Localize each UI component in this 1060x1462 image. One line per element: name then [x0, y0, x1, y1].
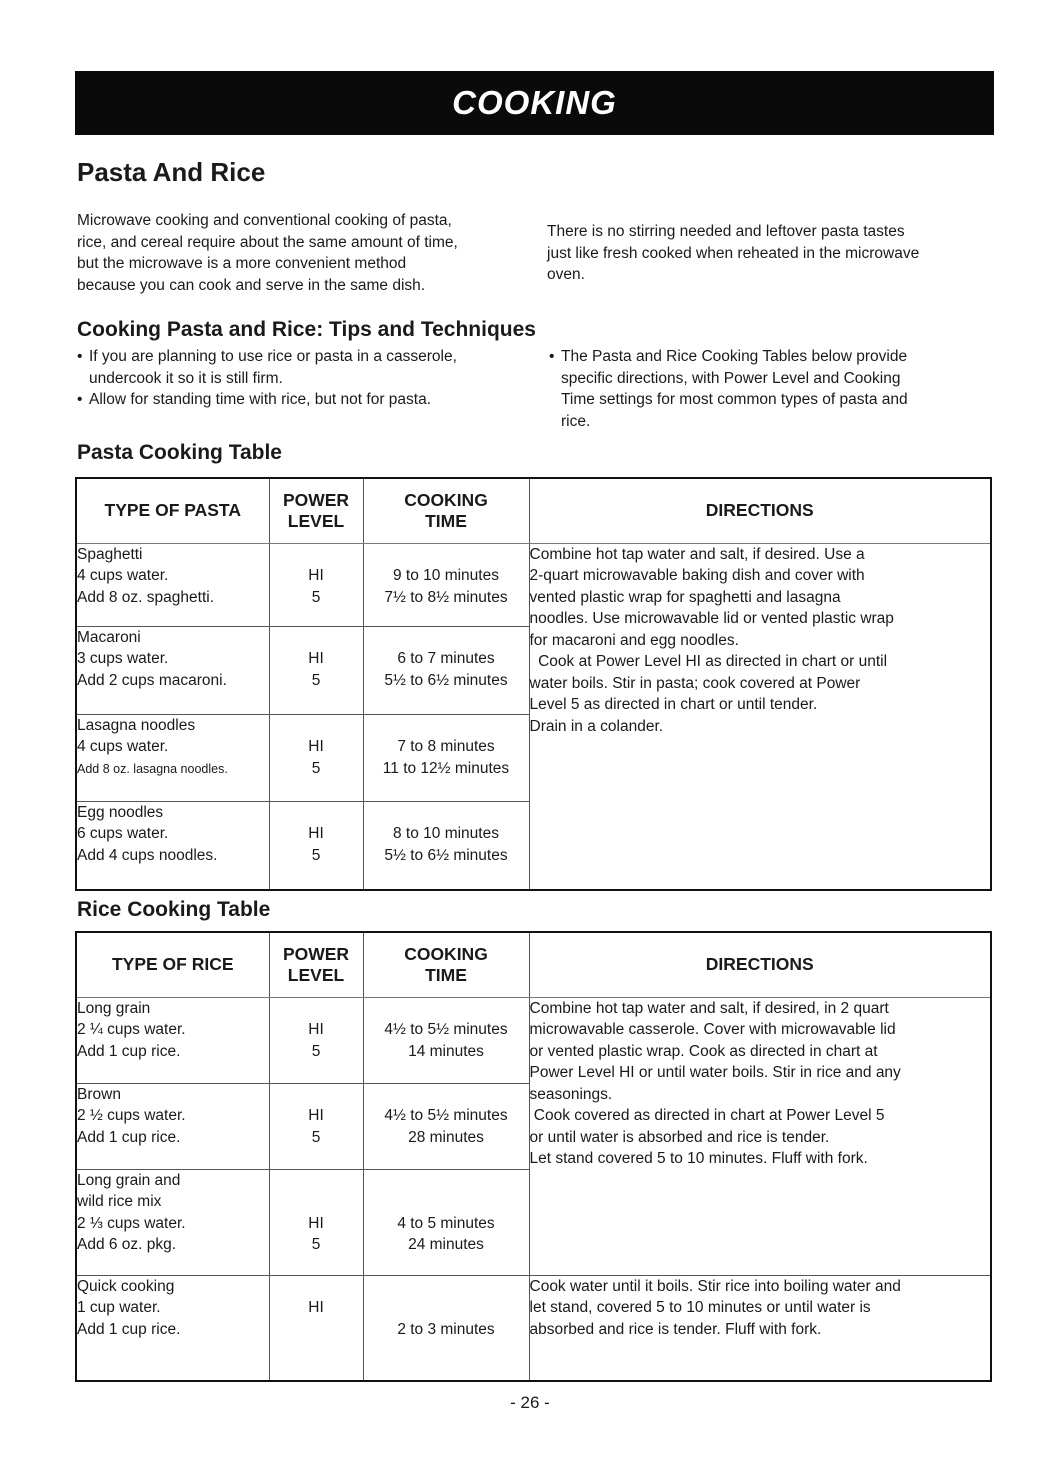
rice-table-body [76, 997, 991, 1381]
pasta-power-cell: HI 5 [269, 543, 363, 626]
rice-header-power: POWER LEVEL [269, 932, 363, 997]
pasta-type-cell: Lasagna noodles 4 cups water. Add 8 oz. lasagna noodles. [76, 714, 269, 801]
pasta-header-power: POWER LEVEL [269, 478, 363, 543]
page-title: Pasta And Rice [77, 157, 266, 187]
table-row [76, 543, 991, 626]
text-line: There is no stirring needed and leftover pasta tastes [547, 223, 905, 240]
intro-left [77, 210, 458, 296]
pasta-power-cell: HI 5 [269, 714, 363, 801]
text-line: Microwave cooking and conventional cooking of pasta, [77, 212, 452, 229]
rice-power-cell: HI 5 [269, 1169, 363, 1275]
rice-directions-cell: Cook water until it boils. Stir rice into boiling water and let stand, covered 5 to 10 minutes or until water is absorbed and rice is tender. Fluff with fork. [529, 1275, 991, 1381]
pasta-table-body [76, 543, 991, 890]
table-row [76, 997, 991, 1083]
rice-directions-cell: Combine hot tap water and salt, if desired, in 2 quart microwavable casserole. Cover with microwavable lid or vented plastic wrap. Cook as directed in chart at Power Level HI or until water boils. Stir in rice and any seasonings. Cook covered as directed in chart at Power Level 5 or until water is absorbed and rice is tender. Let stand covered 5 to 10 minutes. Fluff with fork. [529, 997, 991, 1275]
rice-power-cell: HI 5 [269, 997, 363, 1083]
pasta-cooking-table [75, 477, 992, 891]
rice-time-cell: 4 to 5 minutes 24 minutes [363, 1169, 529, 1275]
text-line: but the microwave is a more convenient method [77, 255, 407, 272]
rice-header-directions: DIRECTIONS [529, 932, 991, 997]
table-row [76, 1275, 991, 1381]
rice-header-time: COOKING TIME [363, 932, 529, 997]
pasta-type-cell: Spaghetti 4 cups water. Add 8 oz. spaghetti. [77, 545, 215, 606]
tips-heading: Cooking Pasta and Rice: Tips and Techniques [77, 318, 536, 341]
tips-left-list [77, 346, 457, 411]
pasta-header-directions: DIRECTIONS [529, 478, 991, 543]
text-line: oven. [547, 266, 585, 283]
tip-item: • Allow for standing time with rice, but not for pasta. [77, 389, 457, 411]
rice-power-cell: HI 5 [269, 1083, 363, 1169]
tips-right-list [549, 346, 908, 432]
pasta-type-cell: Macaroni 3 cups water. Add 2 cups macaroni. [76, 626, 269, 714]
rice-type-cell: Long grain 2 ¼ cups water. Add 1 cup rice. [77, 999, 186, 1060]
rice-type-cell: Long grain and wild rice mix 2 ⅓ cups water. Add 6 oz. pkg. [76, 1169, 269, 1275]
rice-power-cell: HI [269, 1275, 363, 1381]
rice-time-cell: 4½ to 5½ minutes 28 minutes [363, 1083, 529, 1169]
tip-item: • The Pasta and Rice Cooking Tables below provide specific directions, with Power Level and Cooking Time settings for most common types of pasta and rice. [549, 346, 908, 432]
rice-time-cell: 2 to 3 minutes [363, 1275, 529, 1381]
banner-title: COOKING [452, 84, 617, 121]
pasta-type-cell: Egg noodles 6 cups water. Add 4 cups noodles. [76, 801, 269, 890]
pasta-time-cell: 9 to 10 minutes 7½ to 8½ minutes [363, 543, 529, 626]
rice-cooking-table [75, 931, 992, 1382]
section-banner [75, 71, 994, 135]
rice-type-cell: Quick cooking 1 cup water. Add 1 cup rice. [76, 1275, 269, 1381]
pasta-table-heading: Pasta Cooking Table [77, 441, 282, 464]
pasta-power-cell: HI 5 [269, 626, 363, 714]
text-line: because you can cook and serve in the same dish. [77, 276, 426, 294]
pasta-header-type: TYPE OF PASTA [76, 478, 269, 543]
pasta-power-cell: HI 5 [269, 801, 363, 890]
rice-time-cell: 4½ to 5½ minutes 14 minutes [363, 997, 529, 1083]
pasta-time-cell: 6 to 7 minutes 5½ to 6½ minutes [363, 626, 529, 714]
pasta-directions-cell: Combine hot tap water and salt, if desired. Use a 2-quart microwavable baking dish and cover with vented plastic wrap for spaghetti and lasagna noodles. Use microwavable lid or vented plastic wrap for macaroni and egg noodles. Cook at Power Level HI as directed in chart or until water boils. Stir in pasta; cook covered at Power Level 5 as directed in chart or until tender. Drain in a colander. [529, 543, 991, 890]
pasta-header-time: COOKING TIME [363, 478, 529, 543]
tip-item: • If you are planning to use rice or pasta in a casserole, undercook it so it is still firm. [77, 346, 457, 389]
text-line: rice, and cereal require about the same amount of time, [77, 233, 458, 251]
intro-right [547, 221, 919, 286]
text-line: just like fresh cooked when reheated in the microwave [547, 244, 920, 262]
page-number: - 26 - [510, 1393, 550, 1412]
rice-type-cell: Brown 2 ½ cups water. Add 1 cup rice. [76, 1083, 269, 1169]
rice-table-heading: Rice Cooking Table [77, 898, 271, 921]
rice-header-type: TYPE OF RICE [76, 932, 269, 997]
pasta-time-cell: 7 to 8 minutes 11 to 12½ minutes [363, 714, 529, 801]
pasta-time-cell: 8 to 10 minutes 5½ to 6½ minutes [363, 801, 529, 890]
